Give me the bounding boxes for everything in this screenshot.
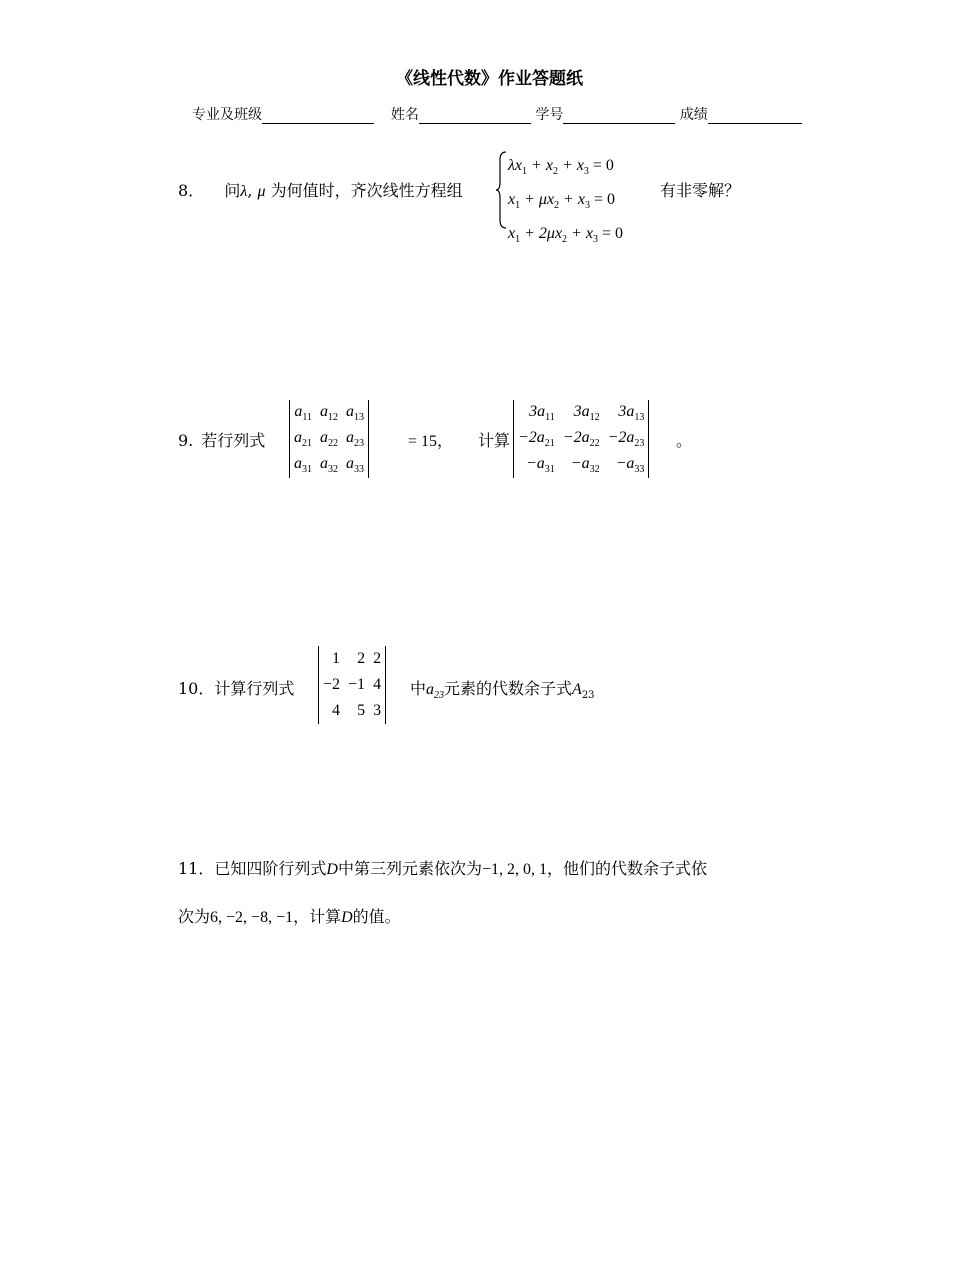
q10-number: 10． xyxy=(178,679,215,698)
q11-text-c: ，他们的代数余子式依 xyxy=(546,859,707,878)
q11-text-d: 次为 xyxy=(178,907,211,926)
score-field[interactable] xyxy=(708,107,802,124)
q10-text-b: 中 xyxy=(410,679,427,698)
major-field[interactable] xyxy=(262,107,374,124)
q8-mu: μ xyxy=(257,183,266,200)
q11-D: D xyxy=(326,861,338,878)
q8-tail: 有非零解？ xyxy=(660,181,741,200)
q8-lambda: λ xyxy=(240,183,248,200)
q9-equals: = 15， xyxy=(408,433,454,450)
q10-det: 1 2 2 −2 −1 4 4 5 3 xyxy=(318,646,386,724)
q11-values2: 6, −2, −8, −1 xyxy=(210,909,294,926)
q8-eq2: $x_1 + \mu x_2 + x_3 = 0$ xyxy=(508,191,615,212)
id-field[interactable] xyxy=(563,107,675,124)
q8-system xyxy=(508,152,623,255)
page-title: 《线性代数》作业答题纸 xyxy=(396,69,583,89)
score-label: 成绩 xyxy=(679,107,708,123)
q9-number: 9. xyxy=(178,431,194,450)
q10-lead xyxy=(178,676,294,699)
q11-text-f: 的值。 xyxy=(352,907,401,926)
q10-text-a: 计算行列式 xyxy=(214,679,295,698)
q8-text xyxy=(178,178,463,201)
q11-D2: D xyxy=(341,909,353,926)
q8-sep: , xyxy=(247,181,253,200)
q8-text-a: 问 xyxy=(224,181,241,200)
q9-det2: $3a_{11}$ $3a_{12}$ $3a_{13}$ $-2a_{21}$ $-2a_{22}$ $-2a_{23}$ $-a_{31}$ $-a_{32}$ $-a_{33}$ xyxy=(513,400,649,478)
q9-end: 。 xyxy=(676,431,693,450)
q10-tail: 中$a_{23}$元素的代数余子式$A_{23}$ xyxy=(410,679,595,702)
name-label: 姓名 xyxy=(390,107,419,123)
q11-line1 xyxy=(178,856,707,879)
q11-text-a: 11．已知四阶行列式 xyxy=(178,859,327,878)
major-label: 专业及班级 xyxy=(192,107,262,123)
q11-text-b: 中第三列元素依次为 xyxy=(337,859,482,878)
id-label: 学号 xyxy=(535,107,564,123)
q11-values1: −1, 2, 0, 1 xyxy=(481,861,547,878)
q10-A23: A xyxy=(572,681,582,698)
q8-brace xyxy=(495,150,509,230)
q8-number: 8． xyxy=(178,181,205,200)
q9-det1: $a_{11}$ $a_{12}$ $a_{13}$ $a_{21}$ $a_{22}$ $a_{23}$ $a_{31}$ $a_{32}$ $a_{33}$ xyxy=(289,400,369,478)
q9-lead xyxy=(178,428,265,451)
q9-compute-label: 计算 xyxy=(478,431,511,450)
q11-line2 xyxy=(178,904,401,927)
q10-text-c: 元素的代数余子式 xyxy=(444,679,573,698)
q8-eq1: $\lambda x_1 + x_2 + x_3 = 0$ xyxy=(508,157,614,178)
q11-text-e: ，计算 xyxy=(293,907,342,926)
q9-text-a: 若行列式 xyxy=(201,431,266,450)
q10-a23: a xyxy=(426,681,435,698)
header-row xyxy=(192,104,802,124)
q8-eq3: $x_1 + 2\mu x_2 + x_3 = 0$ xyxy=(508,225,623,246)
q8-text-b: 为何值时，齐次线性方程组 xyxy=(270,181,463,200)
name-field[interactable] xyxy=(419,107,531,124)
